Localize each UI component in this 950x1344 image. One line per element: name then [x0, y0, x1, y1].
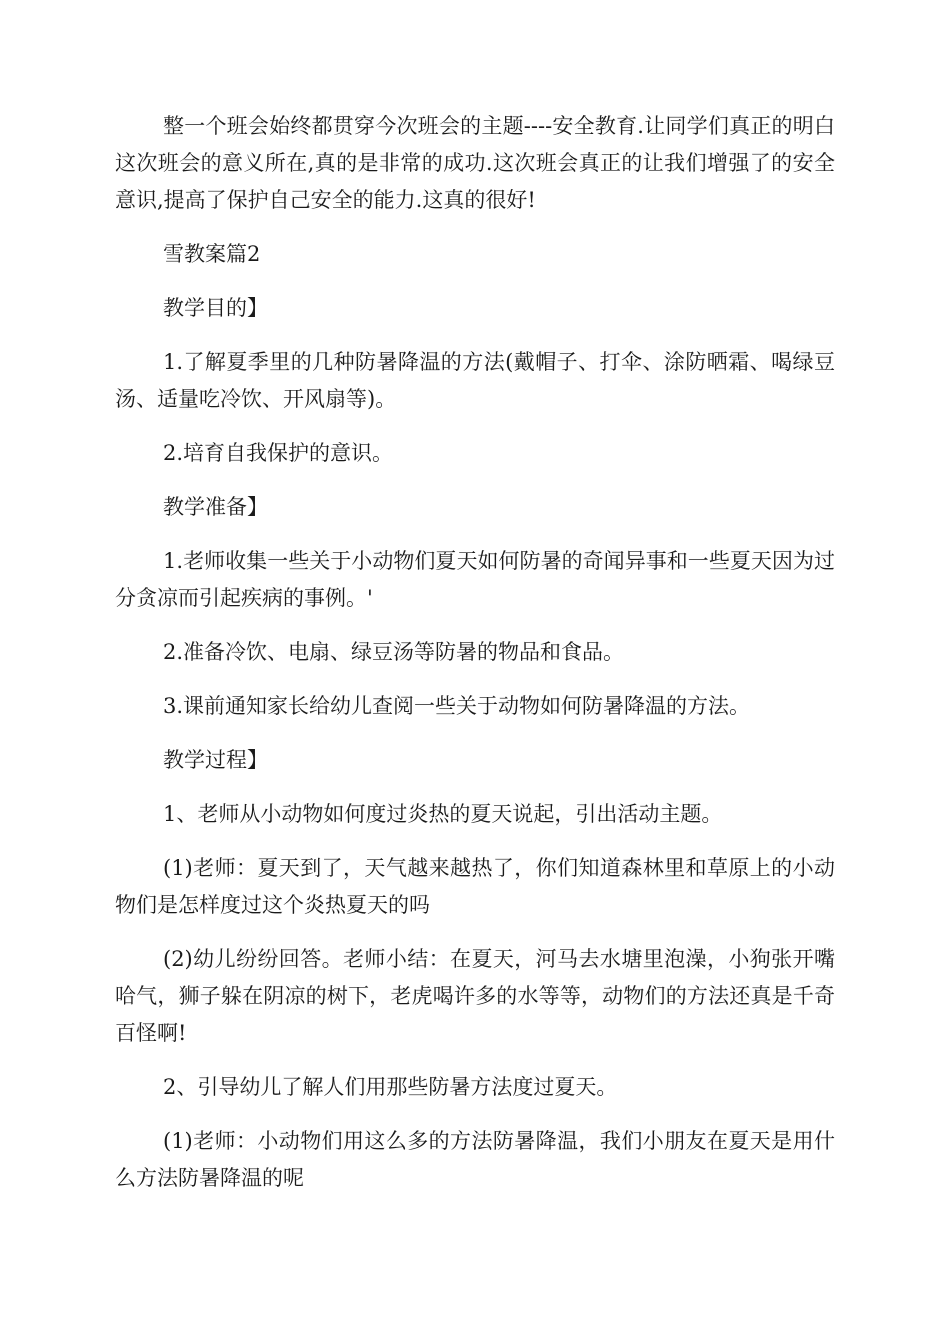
- preparation-item-2: 2.准备冷饮、电扇、绿豆汤等防暑的物品和食品。: [163, 640, 625, 664]
- paragraph-class-meeting-summary: 整一个班会始终都贯穿今次班会的主题----安全教育.让同学们真正的明白这次班会的意义所在,真的是非常的成功.这次班会真正的让我们增强了的安全意识,提高了保护自己安全的能力.这真的很好!: [115, 114, 835, 212]
- heading-teaching-preparation: 教学准备】: [163, 495, 268, 519]
- section-title: 雪教案篇2: [163, 242, 261, 266]
- preparation-item-3: 3.课前通知家长给幼儿查阅一些关于动物如何防暑降温的方法。: [163, 694, 751, 718]
- goal-item-2: 2.培育自我保护的意识。: [163, 441, 394, 465]
- goal-item-1: 1.了解夏季里的几种防暑降温的方法(戴帽子、打伞、涂防晒霜、喝绿豆汤、适量吃冷饮、开风扇等)。: [115, 350, 835, 411]
- heading-teaching-process: 教学过程】: [163, 748, 268, 772]
- document-page: [115, 108, 835, 1214]
- process-step-1-sub-2: (2)幼儿纷纷回答。老师小结：在夏天，河马去水塘里泡澡，小狗张开嘴哈气，狮子躲在阴凉的树下，老虎喝许多的水等等，动物们的方法还真是千奇百怪啊!: [115, 947, 835, 1045]
- process-step-1-sub-1: (1)老师：夏天到了，天气越来越热了，你们知道森林里和草原上的小动物们是怎样度过这个炎热夏天的吗: [115, 856, 835, 917]
- process-step-1: 1、老师从小动物如何度过炎热的夏天说起，引出活动主题。: [163, 802, 723, 826]
- process-step-2-sub-1: (1)老师：小动物们用这么多的方法防暑降温，我们小朋友在夏天是用什么方法防暑降温的呢: [115, 1129, 835, 1190]
- heading-teaching-goals: 教学目的】: [163, 296, 268, 320]
- process-step-2: 2、引导幼儿了解人们用那些防暑方法度过夏天。: [163, 1075, 618, 1099]
- preparation-item-1: 1.老师收集一些关于小动物们夏天如何防暑的奇闻异事和一些夏天因为过分贪凉而引起疾病的事例。': [115, 549, 835, 610]
